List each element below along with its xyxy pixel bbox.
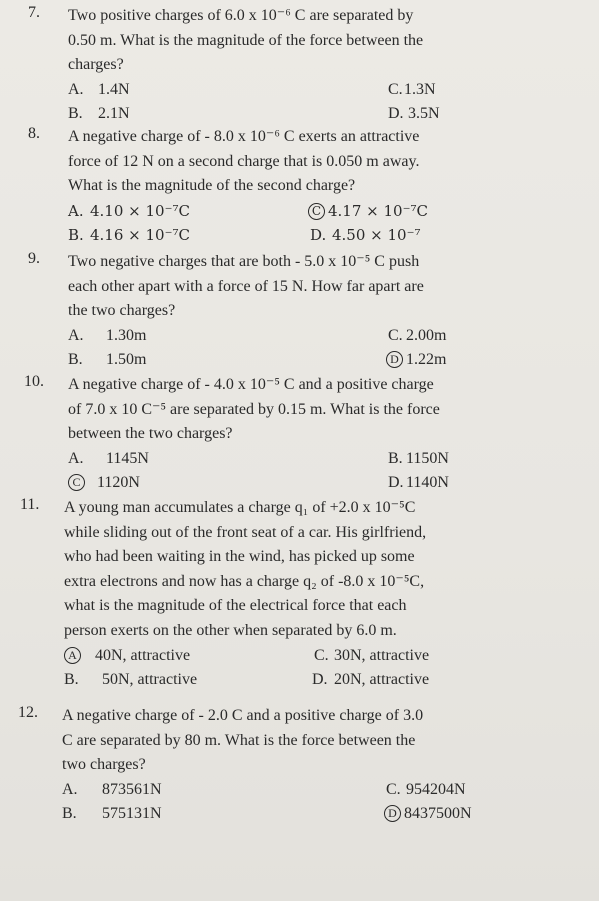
option-d-circled[interactable]: D 1.22m <box>386 348 446 373</box>
question-12 <box>18 704 588 827</box>
stem-line: A negative charge of - 8.0 x 10⁻⁶ C exerts an attractive <box>68 128 420 145</box>
question-stem <box>68 373 588 447</box>
stem-line: who had been waiting in the wind, has picked up some <box>64 548 415 566</box>
stem-line: the two charges? <box>68 302 176 320</box>
option-a[interactable]: A. 4.10 × 10⁻⁷C <box>68 201 190 220</box>
question-number: 12. <box>18 704 38 721</box>
answer-options <box>64 644 588 693</box>
option-c[interactable]: C.1.3N <box>388 80 436 98</box>
question-stem <box>68 125 588 199</box>
question-11 <box>20 496 588 693</box>
stem-line: what is the magnitude of the electrical force that each <box>64 597 407 615</box>
stem-line: What is the magnitude of the second charge? <box>68 177 356 195</box>
question-9 <box>28 250 588 373</box>
option-a[interactable]: A. 1145N <box>68 449 149 467</box>
answer-options <box>68 199 588 248</box>
option-d[interactable]: D. 3.5N <box>388 105 440 123</box>
stem-line: force of 12 N on a second charge that is 0.050 m away. <box>68 152 420 170</box>
circled-answer-mark: C <box>68 474 85 491</box>
stem-line: A negative charge of - 2.0 C and a positive charge of 3.0 <box>62 707 424 724</box>
option-b[interactable]: B. 1.50m <box>68 351 147 369</box>
answer-options <box>68 447 588 496</box>
stem-line: of 7.0 x 10 C⁻⁵ are separated by 0.15 m. What is the force <box>68 400 440 418</box>
option-a[interactable]: A. 1.4N <box>68 80 130 98</box>
option-d-circled[interactable]: D 8437500N <box>384 802 472 827</box>
stem-line: while sliding out of the front seat of a car. His girlfriend, <box>64 523 427 541</box>
option-a-circled[interactable]: A 40N, attractive <box>64 644 190 669</box>
stem-line: Two positive charges of 6.0 x 10⁻⁶ C are separated by <box>68 7 414 24</box>
stem-line: A negative charge of - 4.0 x 10⁻⁵ C and a positive charge <box>68 376 434 393</box>
option-a[interactable]: A. 873561N <box>62 780 162 798</box>
option-b[interactable]: B. 4.16 × 10⁻⁷C <box>68 226 190 245</box>
stem-line: Two negative charges that are both - 5.0 x 10⁻⁵ C push <box>68 253 420 270</box>
question-number: 10. <box>24 373 44 390</box>
stem-line: two charges? <box>62 756 146 774</box>
stem-line: extra electrons and now has a charge q₂ of -8.0 x 10⁻⁵C, <box>64 572 425 590</box>
option-d[interactable]: D. 20N, attractive <box>312 671 430 689</box>
question-stem <box>64 496 588 644</box>
circled-answer-mark: C <box>308 203 325 220</box>
stem-line: person exerts on the other when separated by 6.0 m. <box>64 621 397 639</box>
stem-line: charges? <box>68 56 124 74</box>
answer-options <box>68 78 588 127</box>
option-b[interactable]: B. 2.1N <box>68 105 130 123</box>
circled-answer-mark: A <box>64 647 81 664</box>
answer-options <box>62 778 588 827</box>
question-8 <box>28 125 588 248</box>
option-b[interactable]: B. 1150N <box>388 449 449 467</box>
option-b[interactable]: B. 575131N <box>62 805 162 823</box>
question-stem <box>68 250 588 324</box>
stem-line: C are separated by 80 m. What is the force between the <box>62 731 416 749</box>
question-10 <box>24 373 588 496</box>
circled-answer-mark: D <box>384 805 401 822</box>
stem-line: each other apart with a force of 15 N. How far apart are <box>68 277 424 295</box>
option-c-circled[interactable]: C 1120N <box>68 471 140 496</box>
stem-line: between the two charges? <box>68 425 233 443</box>
option-d[interactable]: D. 4.50 × 10⁻⁷ <box>310 226 421 245</box>
option-c[interactable]: C. 954204N <box>386 780 466 798</box>
option-a[interactable]: A. 1.30m <box>68 326 147 344</box>
question-stem <box>68 4 588 78</box>
stem-line: A young man accumulates a charge q₁ of +2.0 x 10⁻⁵C <box>64 499 416 516</box>
question-stem <box>62 704 588 778</box>
answer-options <box>68 324 588 373</box>
circled-answer-mark: D <box>386 351 403 368</box>
option-b[interactable]: B. 50N, attractive <box>64 671 198 689</box>
stem-line: 0.50 m. What is the magnitude of the force between the <box>68 31 424 49</box>
question-number: 9. <box>28 250 40 267</box>
option-c[interactable]: C. 30N, attractive <box>314 646 430 664</box>
option-c[interactable]: C. 2.00m <box>388 326 447 344</box>
question-number: 8. <box>28 125 40 142</box>
option-c-circled[interactable]: C 4.17 × 10⁻⁷C <box>308 199 428 224</box>
question-number: 7. <box>28 4 40 21</box>
question-number: 11. <box>20 496 40 513</box>
option-d[interactable]: D. 1140N <box>388 474 449 492</box>
question-7 <box>28 4 588 127</box>
